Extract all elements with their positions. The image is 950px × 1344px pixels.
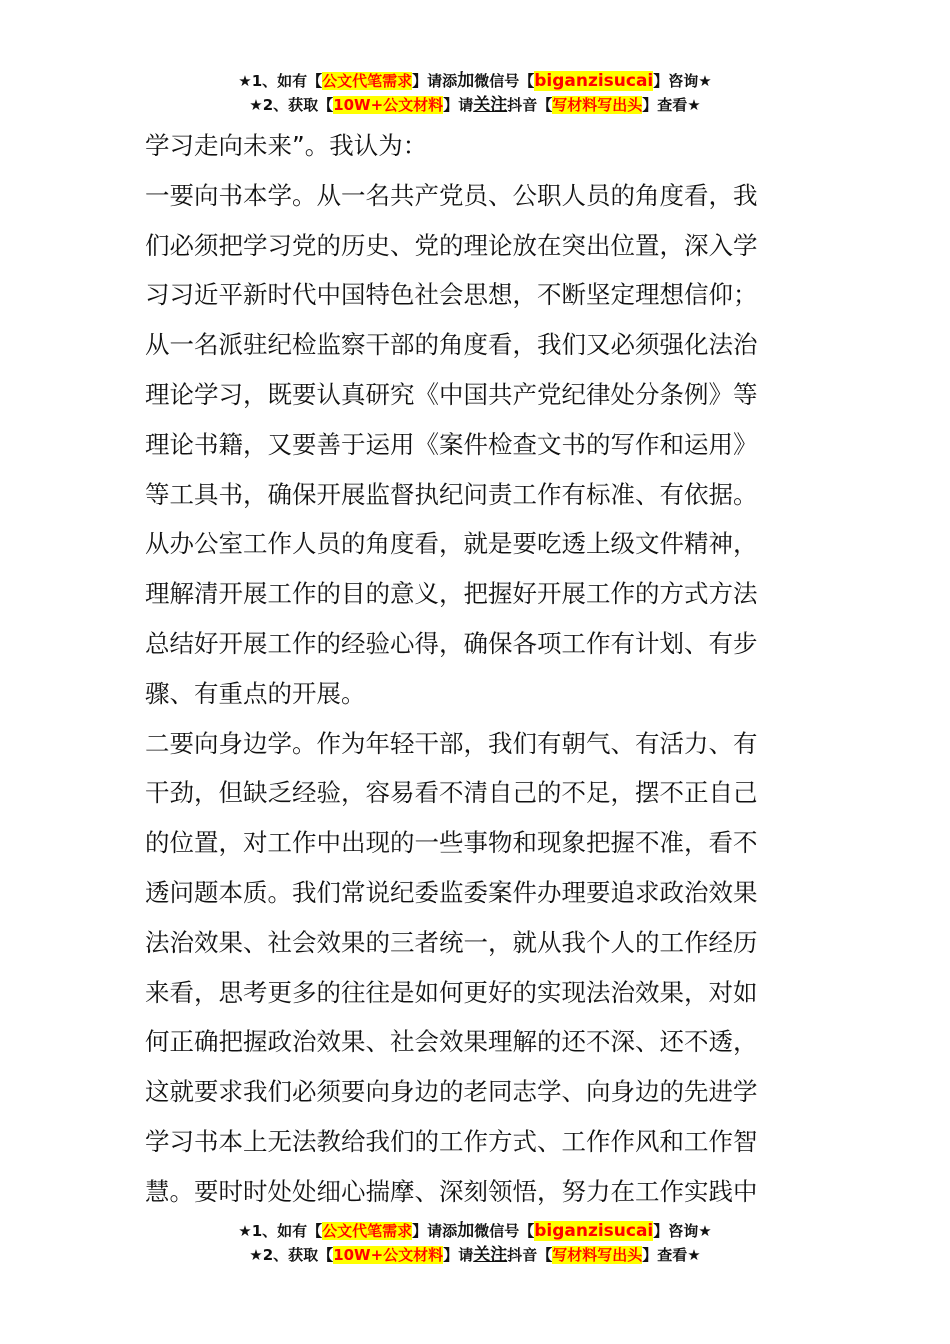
banner-text: ★2、获取【 [249, 96, 334, 114]
banner-line-1 [0, 69, 950, 93]
banner-text: 关注 [473, 1245, 508, 1265]
banner-text: 微信号【 [474, 1222, 535, 1240]
text-line: 从办公室工作人员的角度看，就是要吃透上级文件精神， [145, 529, 758, 559]
text-line: 一要向书本学。从一名共产党员、公职人员的角度看，我 [145, 180, 758, 210]
highlight-douyin-account: 写材料写出头 [552, 96, 643, 114]
text-line: 法治效果、社会效果的三者统一，就从我个人的工作经历 [145, 927, 758, 957]
text-line: 二要向身边学。作为年轻干部，我们有朝气、有活力、有 [145, 728, 758, 758]
highlight-service: 公文代笔需求 [322, 1222, 413, 1240]
highlight-materials: 10W+公文材料 [333, 1246, 444, 1264]
text-line: 理解清开展工作的目的意义，把握好开展工作的方式方法 [145, 579, 758, 609]
text-line: 等工具书，确保开展监督执纪问责工作有标准、有依据。 [145, 479, 758, 509]
text-line: 干劲，但缺乏经验，容易看不清自己的不足，摆不正自己 [145, 778, 758, 808]
text-line: 学习走向未来”。我认为： [145, 131, 428, 160]
banner-text: 关注 [473, 95, 508, 115]
banner-line-2 [0, 93, 950, 117]
banner-text: 加 [457, 71, 475, 91]
banner-text: 】查看★ [642, 96, 701, 114]
banner-text: ★1、如有【 [238, 1222, 323, 1240]
banner-text: 加 [457, 1221, 475, 1241]
text-line: 慧。要时时处处细心揣摩、深刻领悟，努力在工作实践中 [145, 1176, 758, 1206]
highlight-wechat-id: biganzisucai [534, 71, 654, 91]
document-body [145, 121, 807, 1217]
text-line: 何正确把握政治效果、社会效果理解的还不深、还不透， [145, 1027, 758, 1057]
text-line: 理论学习，既要认真研究《中国共产党纪律处分条例》等 [145, 379, 758, 409]
text-line: 这就要求我们必须要向身边的老同志学、向身边的先进学 [145, 1077, 758, 1107]
text-line: 骤、有重点的开展。 [145, 678, 366, 708]
banner-text: 】请添 [412, 72, 458, 90]
banner-text: ★1、如有【 [238, 72, 323, 90]
banner-text: 抖音【 [507, 1246, 553, 1264]
header-banner [0, 69, 950, 117]
banner-text: 抖音【 [507, 96, 553, 114]
banner-line-1 [0, 1219, 950, 1243]
text-line: 总结好开展工作的经验心得，确保各项工作有计划、有步 [145, 628, 758, 658]
banner-text: ★2、获取【 [249, 1246, 334, 1264]
footer-banner [0, 1219, 950, 1267]
banner-text: 】查看★ [642, 1246, 701, 1264]
text-line: 习习近平新时代中国特色社会思想，不断坚定理想信仰； [145, 280, 758, 310]
highlight-wechat-id: biganzisucai [534, 1221, 654, 1241]
text-line: 来看，思考更多的往往是如何更好的实现法治效果，对如 [145, 977, 758, 1007]
highlight-douyin-account: 写材料写出头 [552, 1246, 643, 1264]
banner-text: 】咨询★ [653, 72, 712, 90]
text-line: 学习书本上无法教给我们的工作方式、工作作风和工作智 [145, 1126, 758, 1156]
text-line: 从一名派驻纪检监察干部的角度看，我们又必须强化法治 [145, 330, 758, 360]
text-line: 透问题本质。我们常说纪委监委案件办理要追求政治效果 [145, 877, 758, 907]
text-line: 理论书籍，又要善于运用《案件检查文书的写作和运用》 [145, 429, 758, 459]
text-line: 的位置，对工作中出现的一些事物和现象把握不准，看不 [145, 828, 758, 858]
banner-text: 】咨询★ [653, 1222, 712, 1240]
highlight-service: 公文代笔需求 [322, 72, 413, 90]
banner-line-2 [0, 1243, 950, 1267]
banner-text: 】请添 [412, 1222, 458, 1240]
banner-text: 微信号【 [474, 72, 535, 90]
text-line: 们必须把学习党的历史、党的理论放在突出位置，深入学 [145, 230, 758, 260]
banner-text: 】请 [443, 96, 474, 114]
banner-text: 】请 [443, 1246, 474, 1264]
highlight-materials: 10W+公文材料 [333, 96, 444, 114]
